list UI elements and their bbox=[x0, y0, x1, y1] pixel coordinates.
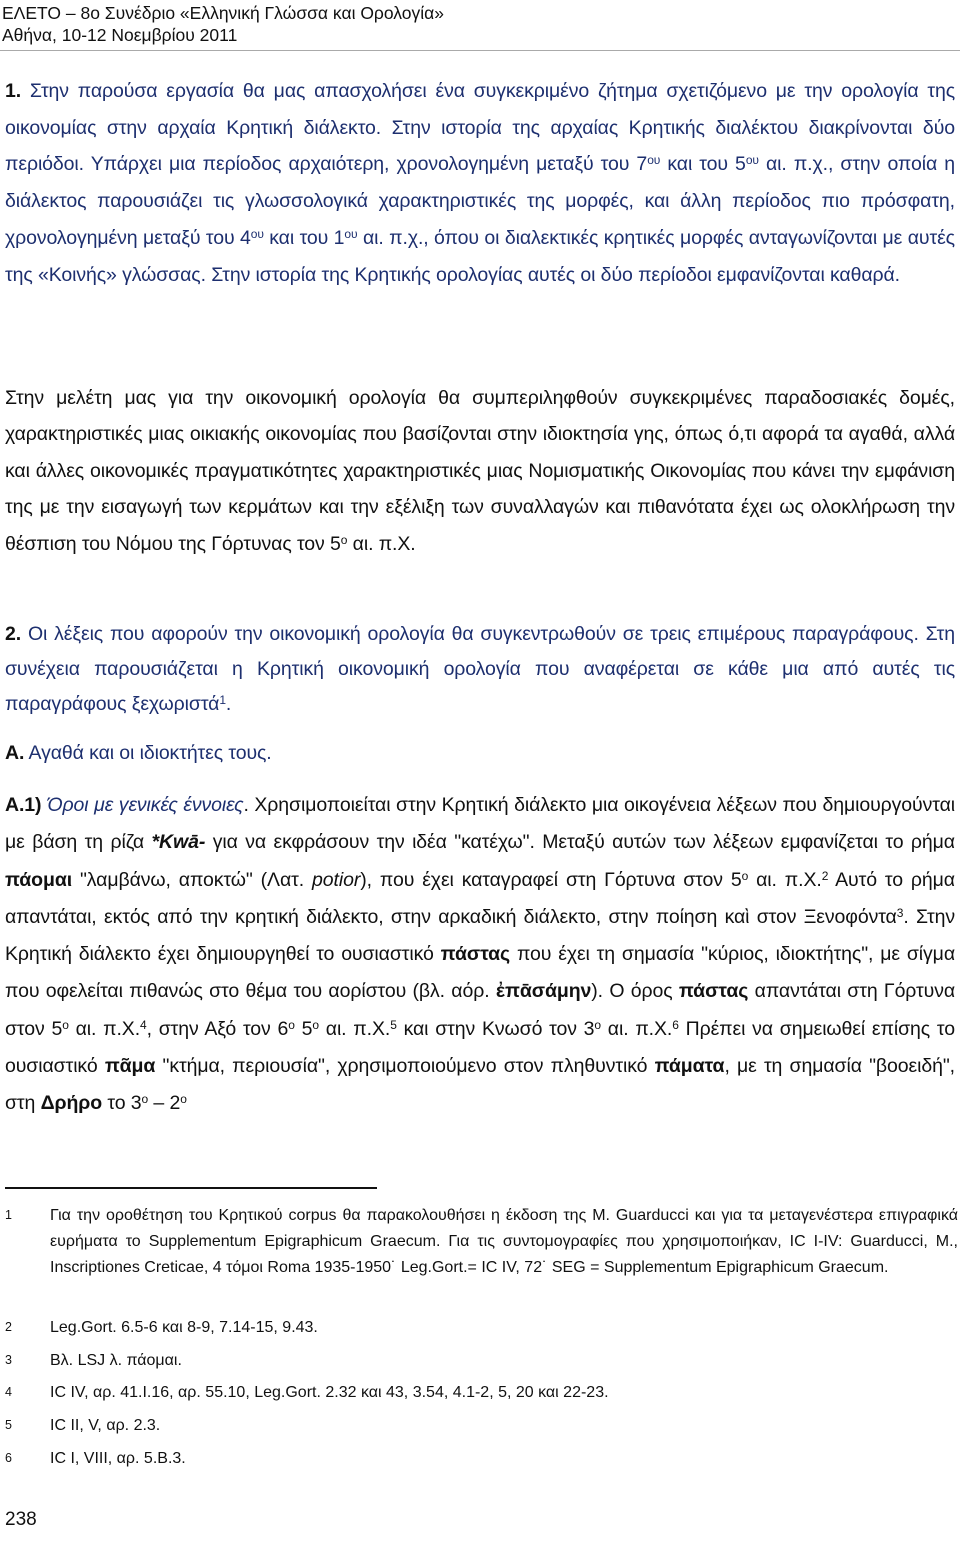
footnote-number: 6 bbox=[5, 1451, 12, 1465]
paragraph-3 bbox=[5, 617, 955, 723]
paragraph-text: που έχει τη σημασία "κύριος, ιδιοκτήτης", με σίγμα που οφελείται πιθανώς στο θέμα του αορίστου (βλ. αόρ. bbox=[5, 943, 955, 1003]
paragraph-text: Στην παρούσα εργασία θα μας απασχολήσει ένα συγκεκριμένο ζήτημα σχετιζόμενο με την ορολογία της οικονομίας στην αρχαία Κρητική διάλεκτο. Στην ιστορία της αρχαίας Κρητικής διαλέκτου διακρίνονται δύο περιόδοι. Υπάρχει μια περίοδος αρχαιότερη, χρονολογημένη μεταξύ του 7 bbox=[5, 80, 955, 176]
paragraph-2 bbox=[5, 380, 955, 562]
footnote-number: 1 bbox=[5, 1208, 12, 1222]
superscript: ο bbox=[594, 1017, 601, 1032]
running-header bbox=[2, 2, 444, 46]
section-title: Αγαθά και οι ιδιοκτήτες τους. bbox=[24, 742, 272, 764]
section-number: 1. bbox=[5, 80, 22, 102]
paragraph-text: και στην Κνωσό τον 3 bbox=[396, 1017, 595, 1040]
root-term: *Kwā- bbox=[151, 831, 206, 854]
paragraph-text: αι. π.Χ. bbox=[748, 868, 822, 891]
greek-term: πᾶμα bbox=[104, 1055, 156, 1078]
superscript: ο bbox=[62, 1017, 69, 1032]
footnote-number: 3 bbox=[5, 1353, 12, 1367]
superscript: ου bbox=[250, 226, 264, 241]
footnote-ref[interactable]: 3 bbox=[896, 905, 904, 920]
footnote-number: 4 bbox=[5, 1385, 12, 1399]
paragraph-text: "κτήμα, περιουσία", χρησιμοποιούμενο στον πληθυντικό bbox=[155, 1055, 655, 1078]
paragraph-text: για να εκφράσουν την ιδέα "κατέχω". Μεταξύ αυτών των λέξεων εμφανίζεται το ρήμα bbox=[205, 831, 955, 854]
superscript: ου bbox=[344, 226, 358, 241]
paragraph-text: ), που έχει καταγραφεί στη Γόρτυνα στον 5 bbox=[360, 868, 742, 891]
paragraph-text: αι. π.χ., όπου οι διαλεκτικές κρητικές μορφές ανταγωνίζονται με αυτές της «Κοινής» γλώσσας. Στην ιστορία της Κρητικής ορολογίας αυτές οι δύο περίοδοι εμφανίζονται καθαρά. bbox=[5, 226, 955, 286]
footnote-number: 2 bbox=[5, 1320, 12, 1334]
section-number: Α. bbox=[5, 742, 25, 764]
superscript: ο bbox=[141, 1092, 149, 1107]
section-number: 2. bbox=[5, 623, 22, 645]
greek-term: ἐπᾱσάμην bbox=[495, 980, 592, 1003]
section-heading-a bbox=[5, 736, 955, 770]
footnote-text: IC IV, αρ. 41.I.16, αρ. 55.10, Leg.Gort. 2.32 και 43, 3.54, 4.1-2, 5, 20 και 22-23. bbox=[50, 1384, 609, 1401]
greek-term: πάομαι bbox=[5, 868, 73, 891]
footnote-ref[interactable]: 2 bbox=[821, 868, 829, 883]
greek-term: πάστας bbox=[678, 980, 749, 1003]
paragraph-text: , στην Αξό τον 6 bbox=[146, 1017, 289, 1040]
page-number: 238 bbox=[5, 1509, 37, 1530]
footnote-text: IC II, V, αρ. 2.3. bbox=[50, 1417, 161, 1434]
footnote-ref[interactable]: 4 bbox=[140, 1017, 147, 1032]
latin-term: potior bbox=[312, 868, 361, 891]
footnote-ref[interactable]: 6 bbox=[672, 1017, 679, 1032]
superscript: ο bbox=[340, 532, 348, 547]
superscript: ο bbox=[312, 1017, 319, 1032]
paragraph-text: Αυτό το ρήμα απαντάται, εκτός από την κρητική διάλεκτο, στην αρκαδική διάλεκτο, στην ποίηση καὶ στον Ξενοφόντα bbox=[5, 868, 955, 928]
paragraph-text: και του 1 bbox=[263, 226, 345, 249]
footnote-text: Leg.Gort. 6.5-6 και 8-9, 7.14-15, 9.43. bbox=[50, 1319, 318, 1336]
superscript: ου bbox=[647, 153, 661, 168]
paragraph-text: "λαμβάνω, αποκτώ" (Λατ. bbox=[72, 868, 313, 891]
paragraph-text: απαντάται στη Γόρτυνα στον 5 bbox=[5, 980, 956, 1040]
greek-term: πάστας bbox=[440, 943, 511, 966]
paragraph-text: – 2 bbox=[148, 1092, 181, 1115]
paragraph-1 bbox=[5, 73, 955, 293]
header-divider bbox=[0, 50, 960, 51]
footnote-ref[interactable]: 5 bbox=[390, 1017, 397, 1032]
footnote-divider bbox=[5, 1187, 377, 1189]
footnote-ref[interactable]: 1 bbox=[219, 693, 226, 708]
paragraph-text: . bbox=[225, 693, 232, 716]
superscript: ο bbox=[288, 1017, 295, 1032]
paragraph-text: ). Ο όρος bbox=[591, 980, 679, 1003]
paragraph-text: αι. π.Χ. bbox=[600, 1017, 673, 1040]
paragraph-text: Στην μελέτη μας για την οικονομική ορολογία θα συμπεριληφθούν συγκεκριμένες παραδοσιακές δομές, χαρακτηριστικές μιας οικιακής οικονομίας που βασίζονται στην ιδιοκτησία γης, όπως ό,τι αφορά τα αγαθά, αλλά και άλλες οικονομικές πραγματικότητες χαρακτηριστικές μιας Νομισματικής Οικονομίας που κάνει την εμφάνιση της με την εισαγωγή των κερμάτων και την εξέλιξη των συναλλαγών και πιθανότατα έχει ως ολοκλήρωση την θέσπιση του Νόμου της Γόρτυνας τον 5 bbox=[5, 387, 955, 555]
superscript: ο bbox=[741, 868, 749, 883]
paragraph-text: , με τη σημασία "βοοειδή", στη bbox=[5, 1055, 956, 1115]
paragraph-text: αι. π.χ., στην οποία η διάλεκτος παρουσιάζει τις γλωσσολογικά χαρακτηριστικές της μορφές, και άλλη περίοδος πιο πρόσφατη, χρονολογημένη μεταξύ του 4 bbox=[5, 153, 956, 249]
header-conference: ΕΛΕΤΟ – 8ο Συνέδριο «Ελληνική Γλώσσα και Ορολογία» bbox=[2, 3, 444, 23]
paragraph-text: Οι λέξεις που αφορούν την οικονομική ορολογία θα συγκεντρωθούν σε τρεις επιμέρους παραγράφους. Στη συνέχεια παρουσιάζεται η Κρητική οικονομική ορολογία που αναφέρεται σε κάθε μια από αυτές τις παραγράφους ξεχωριστά bbox=[5, 623, 955, 716]
superscript: ο bbox=[180, 1092, 187, 1107]
footnote-text: Για την οροθέτηση του Κρητικού corpus θα παρακολουθήσει η έκδοση της M. Guarducci και για τα μεταγενέστερα επιγραφικά ευρήματα το Supplementum Epigraphicum Graecum. Για τις συντομογραφίες που χρησιμοποιήκαν, IC I-IV: Guarducci, M., Inscriptiones Creticae, 4 τόμοι Roma 1935-1950˙ Leg.Gort.= IC IV, 72˙ SEG = Supplementum Epigraphicum Graecum. bbox=[50, 1207, 958, 1276]
paragraph-text: . Χρησιμοποιείται στην Κρητική διάλεκτο μια οικογένεια λέξεων που δημιουργούνται με βάση τη ρίζα bbox=[5, 794, 955, 854]
paragraph-text: Πρέπει να σημειωθεί επίσης το ουσιαστικό bbox=[5, 1017, 955, 1078]
footnote-number: 5 bbox=[5, 1418, 12, 1432]
subsection-title: Όροι με γενικές έννοιες bbox=[47, 794, 244, 816]
superscript: ου bbox=[745, 153, 759, 168]
place-name: Δρήρο bbox=[40, 1092, 103, 1115]
paragraph-text: αι. π.Χ. bbox=[318, 1017, 391, 1040]
paragraph-text: 5 bbox=[294, 1017, 313, 1040]
footnote-text: Βλ. LSJ λ. πάομαι. bbox=[50, 1352, 182, 1369]
paragraph-text: το 3 bbox=[102, 1092, 142, 1115]
header-place-date: Αθήνα, 10-12 Νοεμβρίου 2011 bbox=[2, 25, 238, 45]
paragraph-text: αι. π.Χ. bbox=[68, 1017, 141, 1040]
greek-term: πάματα bbox=[654, 1055, 725, 1078]
section-number: Α.1) bbox=[5, 794, 42, 816]
paragraph-text: αι. π.Χ. bbox=[347, 532, 416, 555]
footnote-text: IC I, VIII, αρ. 5.B.3. bbox=[50, 1450, 186, 1467]
paragraph-text: και του 5 bbox=[660, 153, 746, 176]
paragraph-text: . Στην Κρητική διάλεκτο έχει δημιουργηθεί το ουσιαστικό bbox=[5, 905, 956, 966]
paragraph-a1 bbox=[5, 787, 955, 1123]
